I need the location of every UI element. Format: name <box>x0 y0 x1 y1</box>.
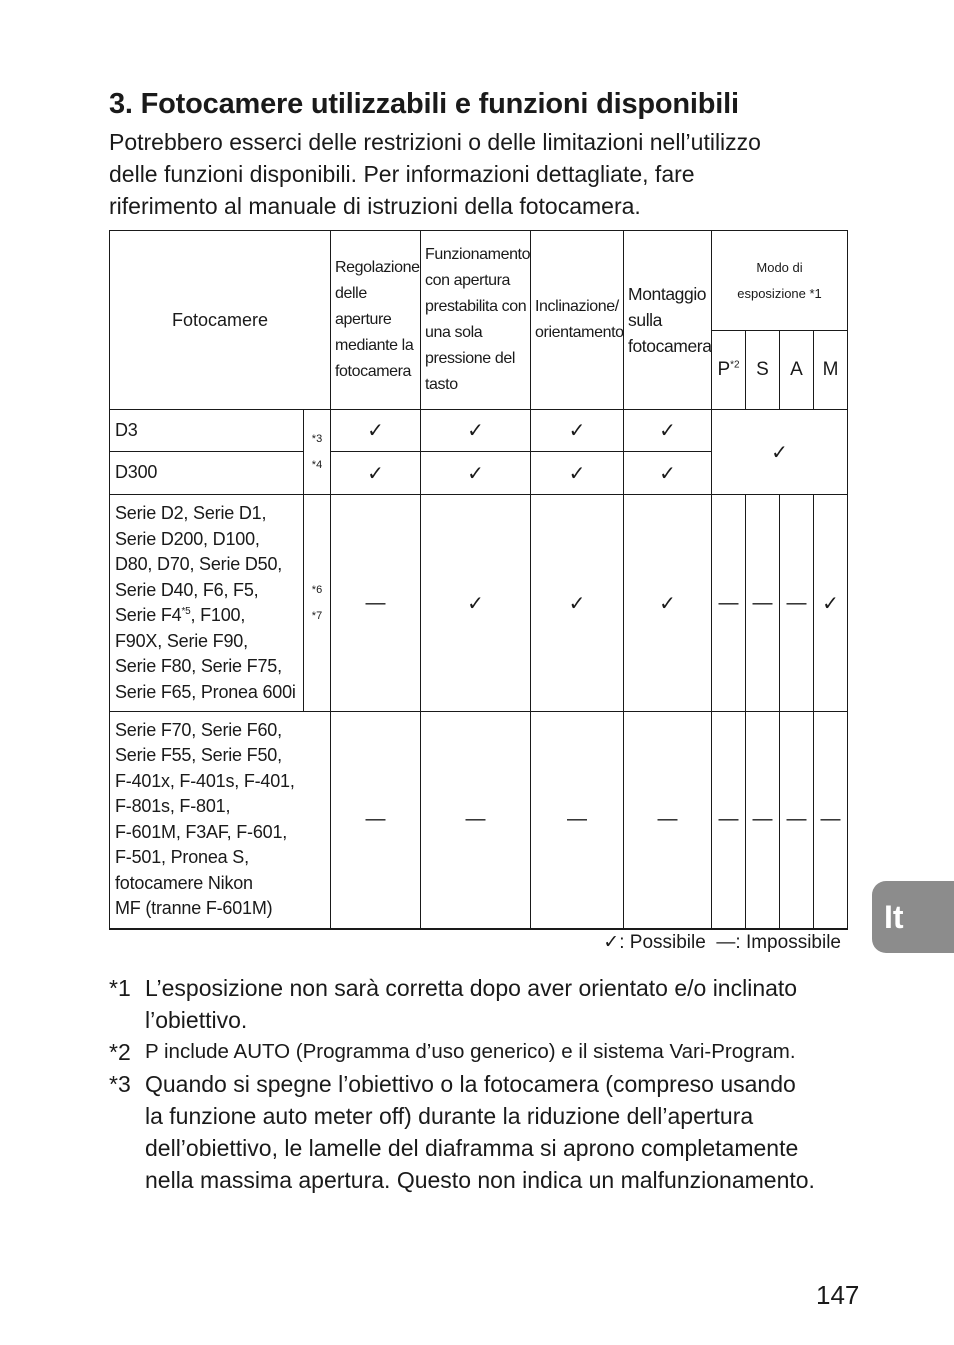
dash-icon: — <box>746 495 780 712</box>
check-icon: ✓ <box>421 452 531 495</box>
footnotes <box>109 972 869 1196</box>
check-icon: ✓ <box>531 410 624 452</box>
check-icon: ✓ <box>603 932 620 953</box>
legend-impossible: : Impossibile <box>735 932 841 953</box>
language-tab: It <box>872 881 954 953</box>
check-icon: ✓ <box>421 410 531 452</box>
compatibility-table <box>109 230 848 930</box>
camera-name: D3 <box>110 410 304 452</box>
check-icon: ✓ <box>712 410 848 495</box>
dash-icon: — <box>712 712 746 929</box>
dash-icon: — <box>746 712 780 929</box>
header-exposure-mode: Modo di esposizione *1 <box>712 231 848 331</box>
intro-line: riferimento al manuale di istruzioni della fotocamera. <box>109 193 641 219</box>
header-preset-aperture: Funzionamento con apertura prestabilita con una sola pressione del tasto <box>421 231 531 410</box>
check-icon: ✓ <box>624 410 712 452</box>
table-row-d3 <box>110 410 848 452</box>
header-mode-p: $P^{*2}$ <box>712 331 746 410</box>
table-row-group2 <box>110 712 848 929</box>
dash-icon: — <box>331 712 421 929</box>
dash-icon: — <box>421 712 531 929</box>
dash-icon: — <box>780 712 814 929</box>
check-icon: ✓ <box>624 495 712 712</box>
header-mode-m: M <box>814 331 848 410</box>
check-icon: ✓ <box>624 452 712 495</box>
dash-icon: — <box>814 712 848 929</box>
dash-icon: — <box>780 495 814 712</box>
header-cameras: Fotocamere <box>110 231 331 410</box>
check-icon: ✓ <box>331 410 421 452</box>
header-mode-a: A <box>780 331 814 410</box>
dash-icon: — <box>716 932 736 953</box>
header-aperture-adjust: Regolazione delle aperture mediante la fotocamera <box>331 231 421 410</box>
camera-list: Serie F70, Serie F60, Serie F55, Serie F50, F-401x, F-401s, F-401, F-801s, F-801, F-601M, F3AF, F-601, F-501, Pronea S, fotocamere Nikon MF (tranne F-601M) <box>110 712 331 929</box>
intro-line: delle funzioni disponibili. Per informazioni dettagliate, fare <box>109 161 695 187</box>
page-number: 147 <box>816 1280 860 1310</box>
table-legend <box>603 931 841 954</box>
check-icon: ✓ <box>531 452 624 495</box>
header-mounting: Montaggio sulla fotocamera <box>624 231 712 410</box>
dash-icon: — <box>531 712 624 929</box>
row-notes: *6 *7 <box>304 495 331 712</box>
check-icon: ✓ <box>814 495 848 712</box>
intro-paragraph <box>109 126 849 222</box>
header-mode-s: S <box>746 331 780 410</box>
footnote-3: *3 Quando si spegne l’obiettivo o la fotocamera (compreso usando la funzione auto meter off) durante la riduzione dell’apertura dell’obiettivo, le lamelle del diaframma si aprono completamente nella massima apertura. Questo non indica un malfunzionamento. <box>109 1071 815 1193</box>
table-row-group1 <box>110 495 848 712</box>
check-icon: ✓ <box>331 452 421 495</box>
legend-possible: : Possibile <box>619 932 706 953</box>
row-notes: *3 *4 <box>304 410 331 495</box>
check-icon: ✓ <box>421 495 531 712</box>
dash-icon: — <box>712 495 746 712</box>
header-tilt-swing: Inclinazione/ orientamento <box>531 231 624 410</box>
camera-list: Serie D2, Serie D1, Serie D200, D100, D80, D70, Serie D50, Serie D40, F6, F5, Serie F4$^{*5}$, F100, F90X, Serie F90, Serie F80, Serie F75, Serie F65, Pronea 600i <box>110 495 304 712</box>
dash-icon: — <box>331 495 421 712</box>
camera-name: D300 <box>110 452 304 495</box>
section-title: 3. Fotocamere utilizzabili e funzioni disponibili <box>109 88 739 120</box>
dash-icon: — <box>624 712 712 929</box>
footnote-1: *1 L’esposizione non sarà corretta dopo aver orientato e/o inclinato l’obiettivo. <box>109 975 798 1033</box>
check-icon: ✓ <box>531 495 624 712</box>
intro-line: Potrebbero esserci delle restrizioni o delle limitazioni nell’utilizzo <box>109 129 761 155</box>
footnote-2: *2 P include AUTO (Programma d’uso generico) e il sistema Vari-Program. <box>109 1039 796 1065</box>
